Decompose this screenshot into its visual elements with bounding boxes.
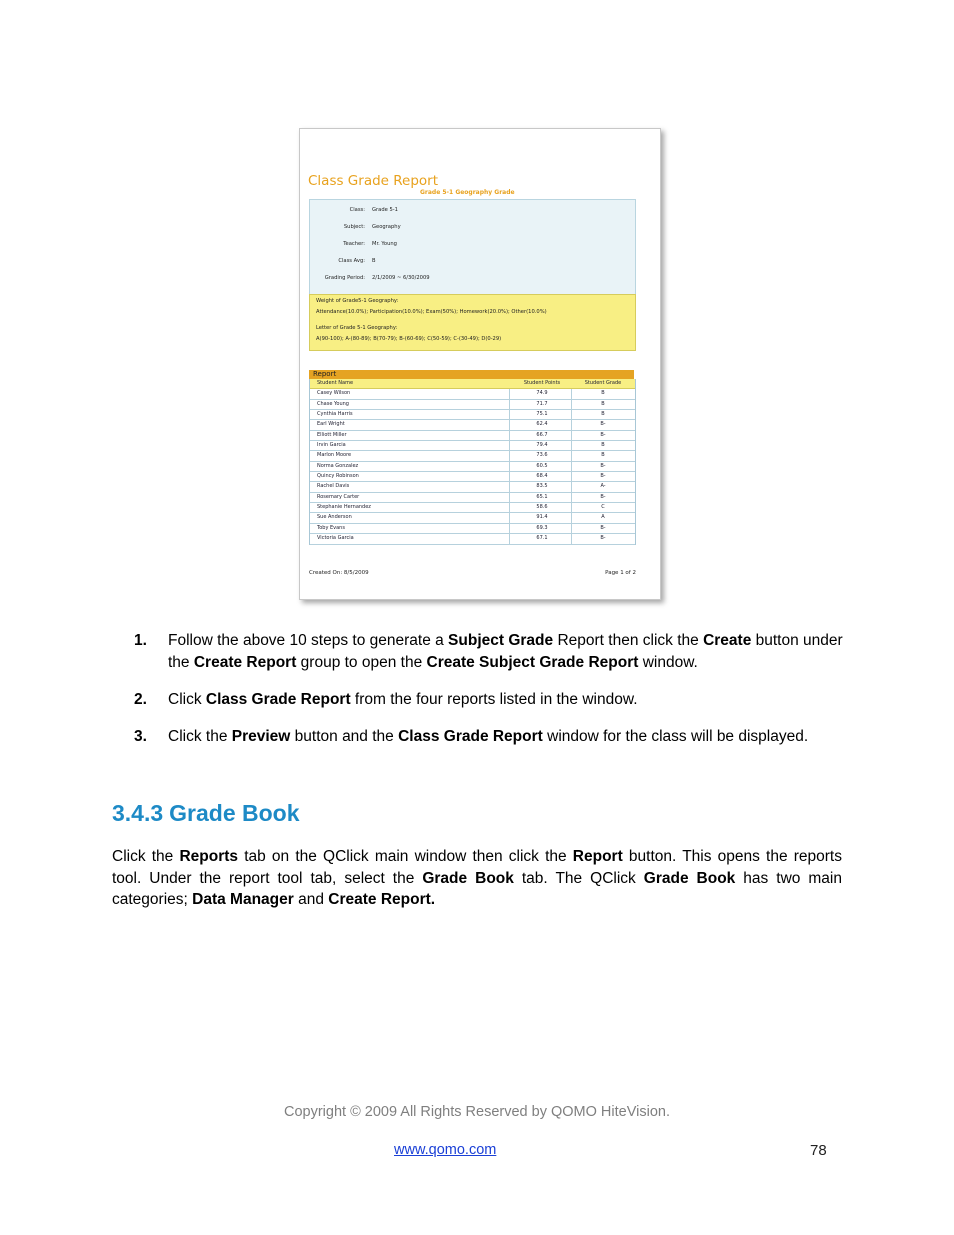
report-table-header	[309, 370, 634, 379]
student-grade-cell: B	[601, 411, 605, 418]
student-points-cell: 91.4	[536, 514, 548, 521]
student-name-cell: Norma Gonzalez	[317, 462, 359, 469]
student-grade-cell: B	[601, 400, 605, 407]
student-grade-cell: B-	[600, 473, 606, 480]
text-run: Follow the above 10 steps to generate a	[168, 632, 449, 649]
student-points-cell: 62.4	[536, 421, 548, 428]
step-number: 3.	[134, 728, 147, 745]
student-points-cell: 68.4	[536, 473, 548, 480]
report-page-indicator: Page 1 of 2	[605, 570, 636, 576]
student-name-cell: Toby Evans	[317, 524, 345, 531]
bold-term: Class Grade Report	[205, 691, 351, 708]
step-number: 2.	[134, 691, 147, 708]
bold-term: Report	[572, 848, 623, 865]
student-points-cell: 73.6	[536, 452, 548, 459]
student-name-cell: Cynthia Harris	[317, 411, 353, 418]
student-points-cell: 71.7	[536, 400, 548, 407]
text-run: Click	[168, 691, 206, 708]
student-name-cell: Marlon Moore	[317, 452, 352, 459]
bold-term: Create	[703, 632, 752, 649]
student-points-cell: 60.5	[536, 462, 548, 469]
text-run: window for the class will be displayed.	[542, 728, 809, 745]
table-row	[310, 534, 635, 544]
bold-term: Data Manager	[192, 891, 294, 908]
info-row	[310, 275, 635, 285]
text-run: from the four reports listed in the window.	[350, 691, 638, 708]
step-text	[168, 726, 852, 748]
student-name-cell: Quincy Robinson	[317, 473, 359, 480]
student-grade-cell: B-	[600, 524, 606, 531]
student-grade-cell: B-	[600, 535, 606, 542]
student-grade-cell: C	[601, 504, 605, 511]
info-label: Class Avg:	[338, 258, 365, 264]
info-row	[310, 241, 635, 251]
col-student-grade: Student Grade	[584, 380, 622, 386]
info-label: Grading Period:	[324, 275, 365, 281]
student-name-cell: Victoria Garcia	[317, 535, 354, 542]
step-text	[168, 689, 852, 711]
text-run: tab on the QClick main window then click the	[238, 848, 573, 865]
report-table-title: Report	[313, 370, 337, 378]
student-grade-cell: B-	[600, 421, 606, 428]
student-grade-cell: B-	[600, 431, 606, 438]
bold-term: Grade Book	[422, 869, 514, 887]
student-name-cell: Rachel Davis	[317, 483, 350, 490]
bold-term: Create Subject Grade Report	[426, 654, 639, 671]
website-link[interactable]: www.qomo.com	[394, 1142, 497, 1158]
table-row	[310, 410, 635, 420]
student-points-cell: 69.3	[536, 524, 548, 531]
student-points-cell: 79.4	[536, 442, 548, 449]
table-row	[310, 472, 635, 482]
table-row	[310, 462, 635, 472]
text-run: tab. The QClick	[513, 869, 644, 887]
text-run: button under the	[168, 632, 843, 671]
table-row	[310, 524, 635, 534]
section-number: 3.4.3	[112, 800, 164, 826]
list-item	[112, 689, 852, 711]
section-heading	[112, 800, 300, 827]
info-value: Geography	[372, 224, 401, 230]
bold-term: Class Grade Report	[398, 728, 543, 745]
bold-term: Grade Book	[643, 869, 736, 887]
bold-term: Preview	[231, 728, 291, 745]
text-run: button and the	[290, 728, 399, 745]
list-item	[112, 726, 852, 748]
table-row	[310, 431, 635, 441]
student-name-cell: Casey Wilson	[317, 390, 351, 397]
table-row	[310, 441, 635, 451]
report-subtitle: Grade 5-1 Geography Grade	[420, 189, 515, 196]
bold-term: Reports	[179, 848, 239, 865]
student-points-cell: 74.9	[536, 390, 548, 397]
table-row	[310, 482, 635, 492]
text-run: has two main categories;	[112, 869, 842, 908]
student-name-cell: Sue Anderson	[317, 514, 352, 521]
student-grade-cell: A	[601, 514, 605, 521]
student-name-cell: Stephanie Hernandez	[317, 504, 371, 511]
text-run: Report then click the	[553, 632, 704, 649]
table-row	[310, 389, 635, 399]
table-row	[310, 420, 635, 430]
step-number: 1.	[134, 632, 147, 649]
info-value: Mr. Young	[372, 241, 397, 247]
table-row	[310, 493, 635, 503]
grade-table	[309, 379, 636, 545]
report-title: Class Grade Report	[308, 173, 439, 189]
info-label: Subject:	[343, 224, 365, 230]
student-points-cell: 65.1	[536, 493, 548, 500]
col-student-name: Student Name	[317, 380, 354, 386]
text-run: window.	[638, 654, 698, 671]
grade-weight-box	[309, 294, 636, 351]
letter-values: A(90-100); A-(80-89); B(70-79); B-(60-69); C(50-59); C-(30-49); D(0-29)	[316, 336, 502, 342]
letter-title: Letter of Grade 5-1 Geography:	[316, 325, 398, 331]
info-row	[310, 258, 635, 268]
step-text	[168, 630, 852, 674]
student-name-cell: Elliott Miller	[317, 431, 347, 438]
table-row	[310, 513, 635, 523]
student-points-cell: 83.5	[536, 483, 548, 490]
page-number: 78	[810, 1142, 827, 1159]
col-student-points: Student Points	[523, 380, 561, 386]
student-name-cell: Rosemary Carter	[317, 493, 360, 500]
table-row	[310, 400, 635, 410]
info-value: B	[372, 258, 376, 264]
info-label: Class:	[349, 207, 365, 213]
student-grade-cell: B	[601, 442, 605, 449]
bold-term: Subject Grade	[448, 632, 554, 649]
info-value: 2/1/2009 ~ 6/30/2009	[372, 275, 430, 281]
student-grade-cell: B	[601, 390, 605, 397]
info-row	[310, 207, 635, 217]
student-points-cell: 75.1	[536, 411, 548, 418]
info-row	[310, 224, 635, 234]
info-value: Grade 5-1	[372, 207, 398, 213]
bold-term: Create Report	[193, 654, 297, 671]
student-points-cell: 66.7	[536, 431, 548, 438]
info-label: Teacher:	[343, 241, 365, 247]
bold-term: Create Report.	[328, 891, 436, 908]
steps-list	[112, 630, 852, 763]
student-grade-cell: B	[601, 452, 605, 459]
text-run: button. This opens the reports tool. Under the report tool tab, select the	[112, 848, 842, 887]
student-name-cell: Irvin Garcia	[317, 442, 346, 449]
text-run: and	[293, 891, 329, 908]
student-points-cell: 67.1	[536, 535, 548, 542]
text-run: Click the	[112, 848, 180, 865]
table-row	[310, 503, 635, 513]
body-paragraph	[112, 846, 842, 911]
table-column-header	[310, 379, 635, 389]
text-run: group to open the	[296, 654, 427, 671]
copyright-notice: Copyright © 2009 All Rights Reserved by QOMO HiteVision.	[284, 1104, 670, 1120]
student-grade-cell: B-	[600, 462, 606, 469]
student-grade-cell: B-	[600, 493, 606, 500]
report-created-on: Created On: 8/5/2009	[309, 570, 369, 576]
text-run: Click the	[168, 728, 232, 745]
list-item	[112, 630, 852, 674]
report-info-box	[309, 199, 636, 296]
student-grade-cell: A-	[600, 483, 606, 490]
student-points-cell: 58.6	[536, 504, 548, 511]
weight-title: Weight of Grade5-1 Geography:	[316, 298, 399, 304]
student-name-cell: Chase Young	[317, 400, 349, 407]
weight-values: Attendance(10.0%); Participation(10.0%); Exam(50%); Homework(20.0%); Other(10.0%)	[316, 309, 547, 315]
student-name-cell: Earl Wright	[317, 421, 345, 428]
report-screenshot	[299, 128, 661, 600]
table-row	[310, 451, 635, 461]
section-title: Grade Book	[169, 800, 300, 826]
